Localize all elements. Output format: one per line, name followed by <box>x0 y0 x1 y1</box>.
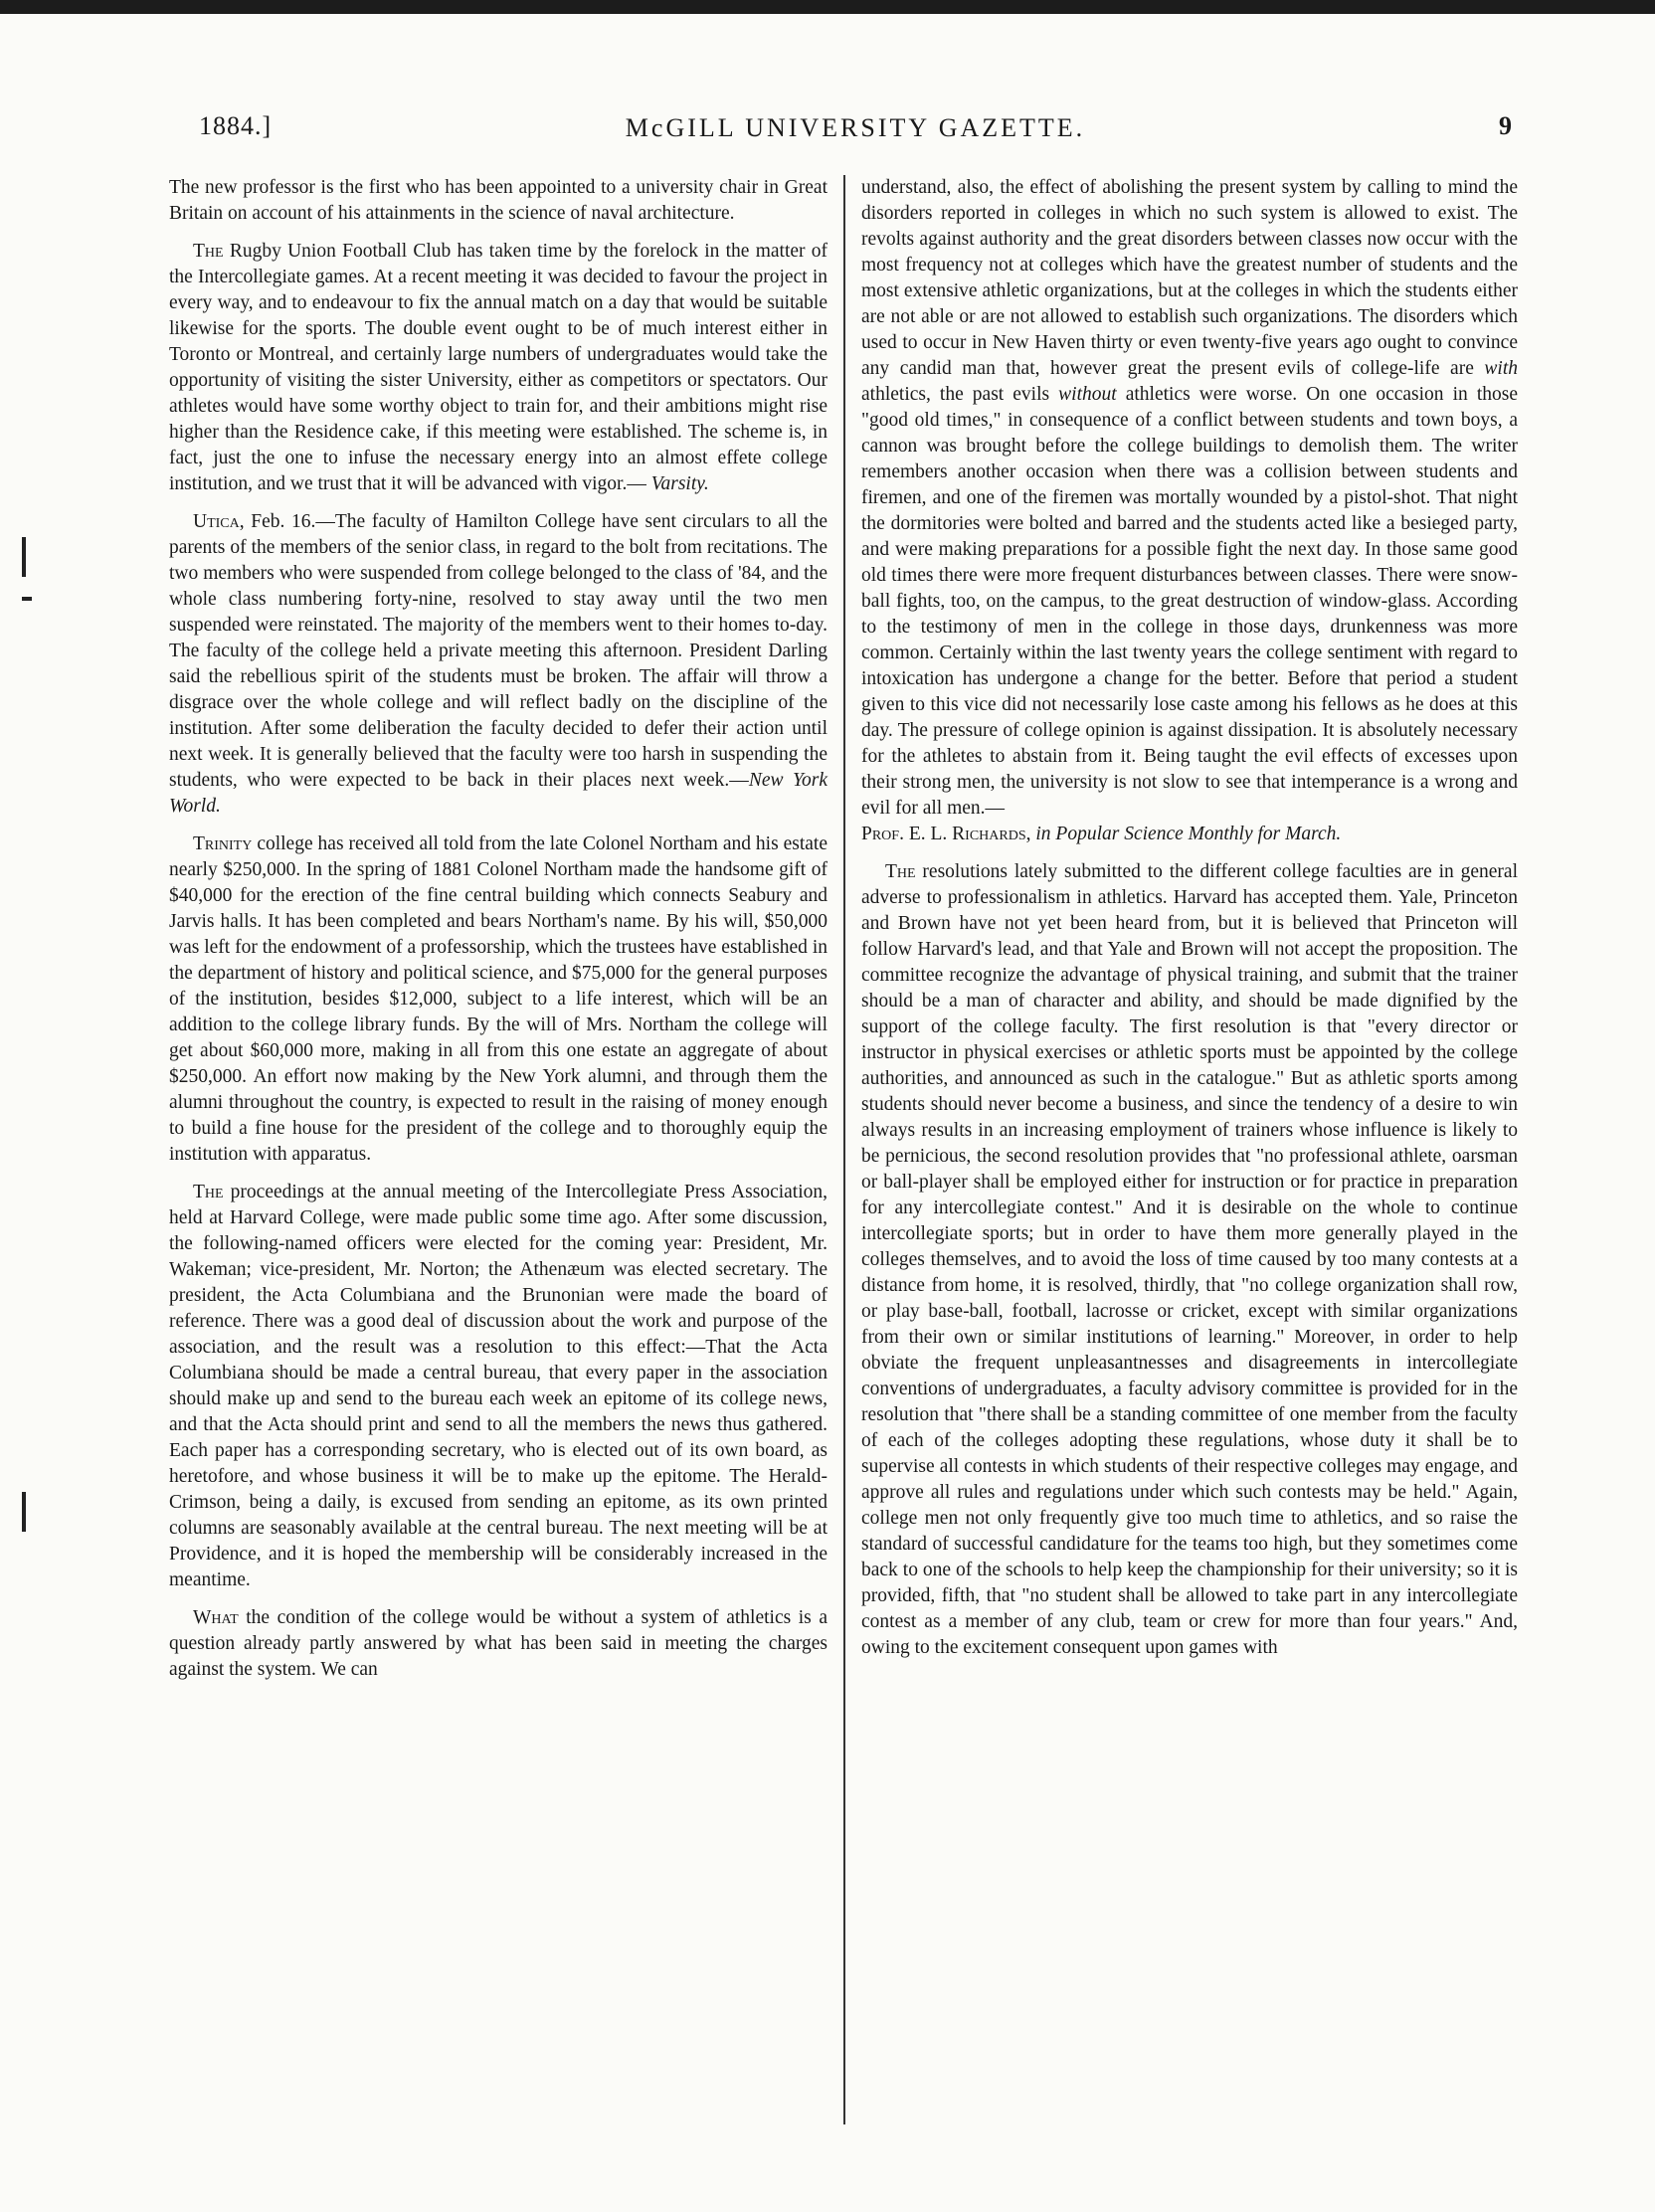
emphasis-with: with <box>1484 358 1519 379</box>
publication-title: McGILL UNIVERSITY GAZETTE. <box>625 113 1086 142</box>
running-header <box>199 103 1512 147</box>
paragraph-athletics-system <box>169 1605 828 1683</box>
paragraph-press-association <box>169 1180 828 1593</box>
author-name: Prof. E. L. Richards, <box>861 824 1031 844</box>
lead-word: The <box>193 1182 224 1202</box>
paragraph-text: Feb. 16.—The faculty of Hamilton College have sent circulars to all the parents of the members of the senior class, in regard to the bolt from recitations. The two members who were suspended from college belonged to the class of '84, and the whole class numbering forty-nine, resolved to stay away until the two men suspended were reinstated. The majority of the members went to their homes to-day. The faculty of the college held a private meeting this afternoon. President Darling said the rebellious spirit of the students must be broken. The affair will throw a disgrace over the whole college and will reflect badly on the discipline of the institution. After some deliberation the faculty decided to defer their action until next week. It is generally believed that the faculty were too harsh in suspending the students, who were expected to be back in their places next week.— <box>169 511 828 791</box>
binding-mark <box>22 597 32 601</box>
right-column <box>861 175 1518 1673</box>
left-column <box>169 175 828 1695</box>
column-divider <box>843 175 845 2124</box>
lead-word: The <box>885 861 916 882</box>
page-number: 9 <box>1499 111 1512 140</box>
paragraph-text: the condition of the college would be without a system of athletics is a question already partly answered by what has been said in meeting the charges against the system. We can <box>169 1607 828 1680</box>
paragraph-text: understand, also, the effect of abolishing the present system by calling to mind the disorders reported in colleges in which no such system is allowed to exist. The revolts against authority and the great disorders between classes now occur with the most frequency not at colleges which have the greatest number of students and the most extensive athletic organizations, but at the colleges in which the students either are not able or are not allowed to establish such organizations. The disorders which used to occur in New Haven thirty or even twenty-five years ago ought to convince any candid man that, however great the present evils of college-life are <box>861 177 1518 379</box>
paragraph-resolutions <box>861 859 1518 1661</box>
lead-word: Trinity <box>193 833 253 854</box>
paragraph-text: Rugby Union Football Club has taken time by the forelock in the matter of the Intercollegiate games. At a recent meeting it was decided to favour the project in every way, and to endeavour to fix the annual match on a day that would be suitable likewise for the sports. The double event ought to be of much interest either in Toronto or Montreal, and certainly large numbers of undergraduates would take the opportunity of visiting the sister University, either as competitors or spectators. Our athletes would have some worthy object to train for, and their ambitions might rise higher than the Residence cake, if this meeting were established. The scheme is, in fact, just the one to infuse the necessary energy into an almost effete college institution, and we trust that it will be advanced with vigor.— <box>169 241 828 494</box>
paragraph-text: college has received all told from the late Colonel Northam and his estate nearly $250,000. In the spring of 1881 Colonel Northam made the handsome gift of $40,000 for the erection of the fine central building which connects Seabury and Jarvis halls. It has been completed and bears Northam's name. By his will, $50,000 was left for the endowment of a professorship, which the trustees have established in the department of history and political science, and $75,000 for the general purposes of the institution, besides $12,000, subject to a life interest, which will be an addition to the college library funds. By the will of Mrs. Northam the college will get about $60,000 more, making in all from this one estate an aggregate of about $250,000. An effort now making by the New York alumni, and through them the alumni throughout the country, is expected to result in the raising of money enough to build a fine house for the president of the college and to thoroughly equip the institution with apparatus. <box>169 833 828 1165</box>
issue-year: 1884.] <box>199 111 273 140</box>
paragraph-text: proceedings at the annual meeting of the Intercollegiate Press Association, held at Harvard College, were made public some time ago. After some discussion, the following-named officers were elected for the coming year: President, Mr. Wakeman; vice-president, Mr. Norton; the Athenæum was elected secretary. The president, the Acta Columbiana and the Brunonian were made the board of reference. There was a good deal of discussion about the work and purpose of the association, and the result was a resolution to this effect:—That the Acta Columbiana should be made a central bureau, that every paper in the association should make up and send to the bureau each week an epitome of its college news, and that the Acta should print and send to all the members the news thus gathered. Each paper has a corresponding secretary, who is elected out of its own board, as heretofore, and whose business it will be to make up the epitome. The Herald-Crimson, being a daily, is excused from sending an epitome, as its own printed columns are seasonably available at the central bureau. The next meeting will be at Providence, and it is hoped the membership will be considerably increased in the meantime. <box>169 1182 828 1590</box>
source-citation: New York World. <box>169 770 828 817</box>
paragraph-trinity <box>169 831 828 1168</box>
paragraph-text: resolutions lately submitted to the different college faculties are in general adverse to professionalism in athletics. Harvard has accepted them. Yale, Princeton and Brown have not yet been heard from, but it is believed that Princeton will follow Harvard's lead, and that Yale and Brown will not accept the proposition. The committee recognize the advantage of physical training, and submit that the trainer should be a man of character and ability, and should be made dignified by the support of the college faculty. The first resolution is that "every director or instructor in physical exercises or athletic sports must be appointed by the college authorities, and announced as such in the catalogue." But as athletic sports among students should never become a business, and since the tendency of a desire to win always results in an increasing employment of trainers whose influence is likely to be pernicious, the second resolution provides that "no professional athlete, oarsman or ball-player shall be employed either for instruction or for practice in preparation for any intercollegiate contest." And it is desirable on the whole to continue intercollegiate sports; but in order to have them more generally played in the colleges themselves, and to avoid the loss of time caused by too many contests at a distance from home, it is resolved, thirdly, that "no college organization shall row, or play base-ball, football, lacrosse or cricket, except with similar organizations from their own or similar institutions of learning." Moreover, in order to help obviate the frequent unpleasantnesses and disagreements in intercollegiate conventions of undergraduates, a faculty advisory committee is provided for in the resolution that "there shall be a standing committee of one member from the faculty of each of the colleges adopting these regulations, whose duty it shall be to supervise all contests in which students of their respective colleges may engage, and approve all rules and regulations under which such contests may be held." Again, college men not only frequently give too much time to athletics, and so raise the standard of successful candidature for the teams too high, but they sometimes come back to one of the schools to help keep the championship for their university; so it is provided, fifth, that "no student shall be allowed to take part in any intercollegiate contest as a member of any club, team or crew for more than four years." And, owing to the excitement consequent upon games with <box>861 861 1519 1658</box>
source-citation: in Popular Science Monthly for March. <box>1035 824 1342 844</box>
paragraph-utica <box>169 509 828 820</box>
author-signature <box>861 822 1518 847</box>
paragraph-text: athletics, the past evils <box>861 384 1050 405</box>
binding-mark <box>22 1492 26 1532</box>
lead-word: What <box>193 1607 239 1628</box>
paragraph-text: athletics were worse. On one occasion in those "good old times," in consequence of a conflict between students and town boys, a cannon was brought before the college buildings to demolish them. The writer remembers another occasion when there was a collision between students and firemen, and one of the firemen was mortally wounded by a pistol-shot. That night the dormitories were bolted and barred and the students acted like a besieged party, and were making preparations for a possible fight the next day. In those same good old times there were more frequent disturbances between classes. There were snow-ball fights, too, on the campus, to the great destruction of window-glass. According to the testimony of men in the college in those days, drunkenness was more common. Certainly within the last twenty years the college sentiment with regard to intoxication has undergone a change for the better. Before that period a student given to this vice did not necessarily lose caste among his fellows as he does at this day. The pressure of college opinion is against dissipation. It is absolutely necessary for the athletes to abstain from it. Being taught the evil effects of excesses upon their strong men, the university is not slow to see that intemperance is a wrong and evil for all men.— <box>861 384 1518 819</box>
emphasis-without: without <box>1058 384 1117 405</box>
paragraph-disorders <box>861 175 1518 847</box>
scan-top-band <box>0 0 1655 14</box>
paragraph-naval-chair: The new professor is the first who has been appointed to a university chair in Great Britain on account of his attainments in the science of naval architecture. <box>169 177 828 224</box>
lead-word: Utica, <box>193 511 245 532</box>
paragraph-rugby-union <box>169 239 828 497</box>
lead-word: The <box>193 241 224 262</box>
binding-mark <box>22 537 26 577</box>
source-citation: Varsity. <box>650 473 709 494</box>
